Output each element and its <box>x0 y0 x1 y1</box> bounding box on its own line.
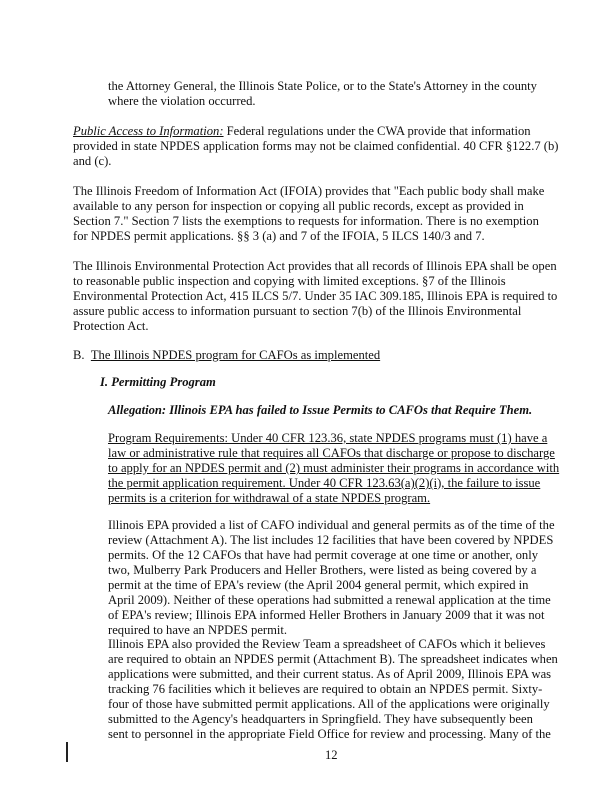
allegation-heading: Allegation: Illinois EPA has failed to Issue Permits to CAFOs that Require Them. <box>108 403 533 417</box>
text-line: the permit application requirement. Under 40 CFR 123.63(a)(2)(i), the failure to issue <box>108 476 541 490</box>
public-access-line <box>73 124 531 139</box>
text-line: permits is a criterion for withdrawal of a state NPDES program. <box>108 491 431 505</box>
text-line: Environmental Protection Act, 415 ILCS 5/7. Under 35 IAC 309.185, Illinois EPA is required to <box>73 289 558 303</box>
text-line: law or administrative rule that requires all CAFOs that discharge or propose to discharge <box>108 446 555 460</box>
text-line: two, Mulberry Park Producers and Heller Brothers, were listed as being covered by a <box>108 563 537 577</box>
text-line: The Illinois Environmental Protection Act provides that all records of Illinois EPA shall be open <box>73 259 557 273</box>
text-line: Illinois EPA also provided the Review Team a spreadsheet of CAFOs which it believes <box>108 637 546 651</box>
section-b-heading <box>73 348 380 363</box>
public-access-heading: Public Access to Information: <box>73 124 224 138</box>
text-line: applications were submitted, and their current status. As of April 2009, Illinois EPA was <box>108 667 552 681</box>
subsection-heading: I. Permitting Program <box>100 375 216 389</box>
text-line: permit at the time of EPA's review (the April 2004 general permit, which expired in <box>108 578 529 592</box>
text-line: available to any person for inspection or copying all public records, except as provided in <box>73 199 524 213</box>
text-line: of EPA's review; Illinois EPA informed Heller Brothers in January 2009 that it was not <box>108 608 545 622</box>
text-line: to apply for an NPDES permit and (2) must administer their programs in accordance with <box>108 461 560 475</box>
text-line: are required to obtain an NPDES permit (Attachment B). The spreadsheet indicates when <box>108 652 558 666</box>
section-label: B. <box>73 348 85 362</box>
text-line: Program Requirements: Under 40 CFR 123.36, state NPDES programs must (1) have a <box>108 431 548 445</box>
section-title: The Illinois NPDES program for CAFOs as implemented <box>90 348 381 362</box>
text-line: Protection Act. <box>73 319 149 333</box>
text-line: to reasonable public inspection and copying with limited exceptions. §7 of the Illinois <box>73 274 506 288</box>
text-line: April 2009). Neither of these operations had submitted a renewal application at the time <box>108 593 551 607</box>
text-line: Section 7." Section 7 lists the exemptions to requests for information. There is no exemption <box>73 214 539 228</box>
text-line: permits. Of the 12 CAFOs that have had permit coverage at one time or another, only <box>108 548 539 562</box>
text-line: The Illinois Freedom of Information Act (IFOIA) provides that "Each public body shall make <box>73 184 545 198</box>
text-line: where the violation occurred. <box>108 94 256 108</box>
text-line: for NPDES permit applications. §§ 3 (a) and 7 of the IFOIA, 5 ILCS 140/3 and 7. <box>73 229 485 243</box>
text-line: tracking 76 facilities which it believes are required to obtain an NPDES permit. Sixty- <box>108 682 543 696</box>
text-line: required to have an NPDES permit. <box>108 623 288 637</box>
text-line: the Attorney General, the Illinois State Police, or to the State's Attorney in the county <box>108 79 537 93</box>
text-line: and (c). <box>73 154 112 168</box>
text: Federal regulations under the CWA provide that information <box>223 124 531 138</box>
margin-mark <box>66 742 68 762</box>
page-number: 12 <box>325 748 338 762</box>
text-line: sent to personnel in the appropriate Field Office for review and processing. Many of the <box>108 727 551 741</box>
text-line: review (Attachment A). The list includes 12 facilities that have been covered by NPDES <box>108 533 554 547</box>
text-line: submitted to the Agency's headquarters in Springfield. They have subsequently been <box>108 712 533 726</box>
text-line: four of those have submitted permit applications. All of the applications were originally <box>108 697 550 711</box>
text-line: assure public access to information pursuant to section 7(b) of the Illinois Environmental <box>73 304 522 318</box>
text-line: Illinois EPA provided a list of CAFO individual and general permits as of the time of the <box>108 518 555 532</box>
text-line: provided in state NPDES application forms may not be claimed confidential. 40 CFR §122.7 (b) <box>73 139 559 153</box>
